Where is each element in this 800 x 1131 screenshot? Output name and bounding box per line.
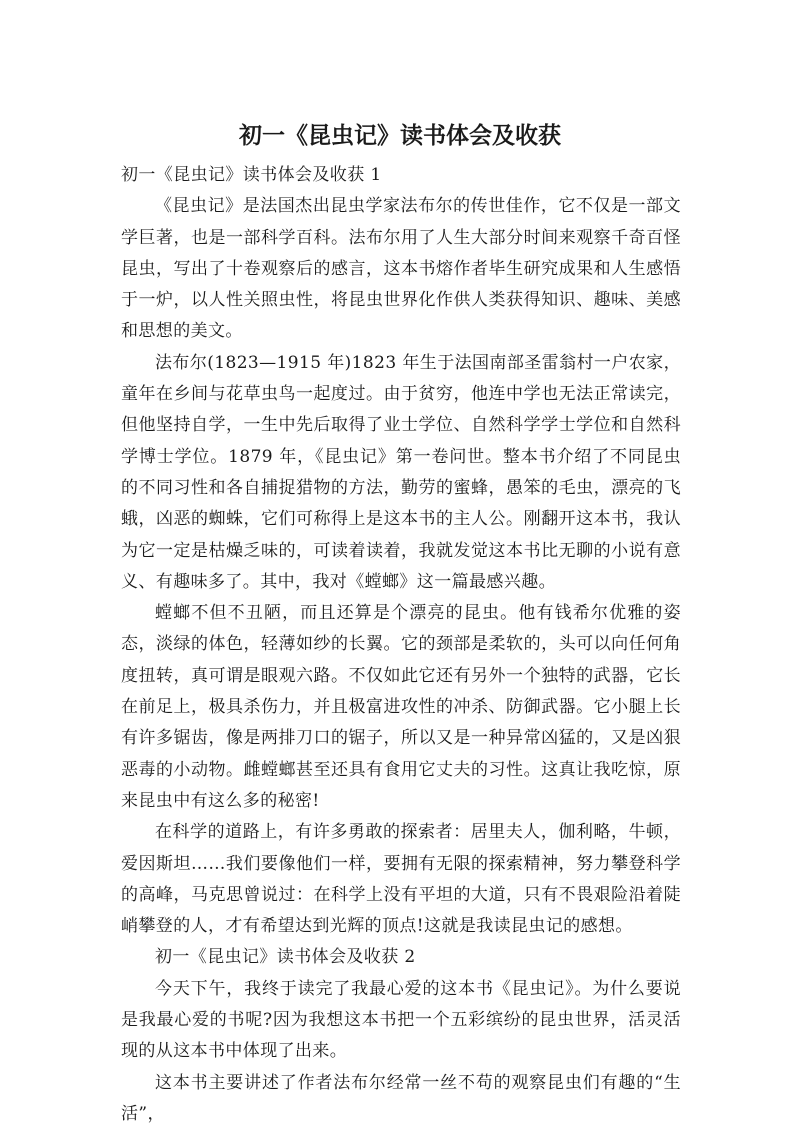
paragraph: 法布尔(1823—1915 年)1823 年生于法国南部圣雷翁村一户农家，童年在乡间与花草虫鸟一起度过。由于贫穷，他连中学也无法正常读完，但他坚持自学，一生中先后取得了业士学位、自然科学学士学位和自然科学博士学位。1879 年，《昆虫记》第一卷问世。整本书介绍了不同昆虫的不同习性和各自捕捉猎物的方法，勤劳的蜜蜂，愚笨的毛虫，漂亮的飞蛾，凶恶的蜘蛛，它们可称得上是这本书的主人公。刚翻开这本书，我认为它一定是枯燥乏味的，可读着读着，我就发觉这本书比无聊的小说有意义、有趣味多了。其中，我对《螳螂》这一篇最感兴趣。 [121,352,681,592]
paragraph: 在科学的道路上，有许多勇敢的探索者：居里夫人，伽利略，牛顿，爱因斯坦……我们要像他们一样，要拥有无限的探索精神，努力攀登科学的高峰，马克思曾说过：在科学上没有平坦的大道，只有不畏艰险沿着陡峭攀登的人，才有希望达到光辉的顶点!这就是我读昆虫记的感想。 [121,822,681,937]
paragraph: 这本书主要讲述了作者法布尔经常一丝不苟的观察昆虫们有趣的“生活”， [121,1072,681,1124]
paragraph: 《昆虫记》是法国杰出昆虫学家法布尔的传世佳作，它不仅是一部文学巨著，也是一部科学百科。法布尔用了人生大部分时间来观察千奇百怪昆虫，写出了十卷观察后的感言，这本书熔作者毕生研究成果和人生感悟于一炉，以人性关照虫性，将昆虫世界化作供人类获得知识、趣味、美感和思想的美文。 [121,196,681,342]
document-title: 初一《昆虫记》读书体会及收获 [239,123,561,149]
document-body [121,160,681,1130]
section-heading: 初一《昆虫记》读书体会及收获 1 [121,165,382,185]
paragraph: 螳螂不但不丑陋，而且还算是个漂亮的昆虫。他有钱希尔优雅的姿态，淡绿的体色，轻薄如纱的长翼。它的颈部是柔软的，头可以向任何角度扭转，真可谓是眼观六路。不仅如此它还有另外一个独特的武器，它长在前足上，极具杀伤力，并且极富进攻性的冲杀、防御武器。它小腿上长有许多锯齿，像是两排刀口的锯子，所以又是一种异常凶猛的，又是凶狠恶毒的小动物。雌螳螂甚至还具有食用它丈夫的习性。这真让我吃惊，原来昆虫中有这么多的秘密! [121,603,681,811]
paragraph: 今天下午，我终于读完了我最心爱的这本书《昆虫记》。为什么要说是我最心爱的书呢?因为我想这本书把一个五彩缤纷的昆虫世界，活灵活现的从这本书中体现了出来。 [121,978,681,1062]
section-heading: 初一《昆虫记》读书体会及收获 2 [155,947,416,968]
